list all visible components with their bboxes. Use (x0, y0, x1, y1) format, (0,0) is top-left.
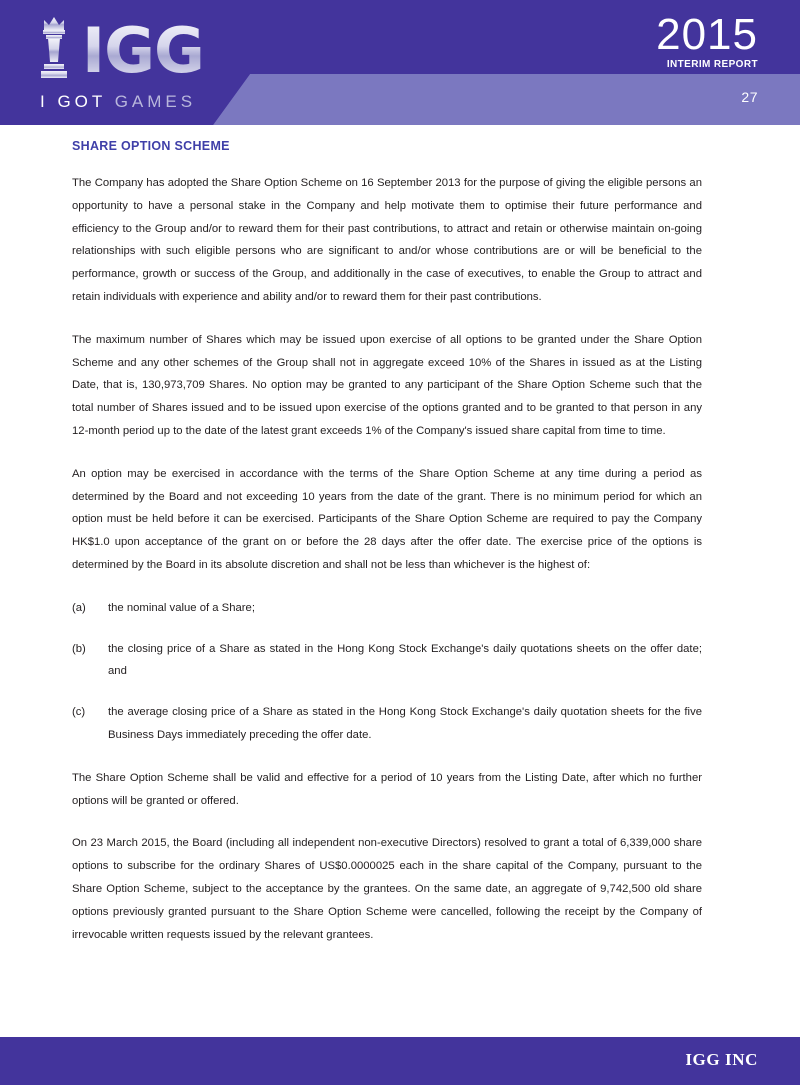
list-item-text: the closing price of a Share as stated in the Hong Kong Stock Exchange's daily quotations sheets on the offer date; and (108, 642, 702, 678)
list-item (72, 638, 702, 684)
footer-company-name: IGG INC (685, 1050, 758, 1069)
list-item-marker: (b) (72, 642, 86, 655)
page-content (72, 139, 702, 966)
paragraph-grant-march-2015: On 23 March 2015, the Board (including all independent non-executive Directors) resolved to grant a total of 6,339,000 share options to subscribe for the ordinary Shares of US$0.0000025 each in the share capital of the Company, pursuant to the Share Option Scheme, subject to the acceptance by the grantees. On the same date, an aggregate of 9,742,500 old share options previously granted pursuant to the Share Option Scheme were cancelled, following the receipt by the Company of irrevocable written requests issued by the relevant grantees. (72, 837, 702, 941)
logo-wordmark: IGG (82, 14, 204, 87)
section-heading: SHARE OPTION SCHEME (72, 139, 230, 153)
list-item (72, 597, 702, 620)
paragraph-scheme-validity: The Share Option Scheme shall be valid and effective for a period of 10 years from the Listing Date, after which no further options will be granted or offered. (72, 771, 702, 807)
logo-mark (38, 14, 228, 88)
page-footer (0, 1037, 800, 1085)
list-item-marker: (a) (72, 601, 86, 614)
logo-tagline-prefix: I GOT (40, 92, 115, 111)
paragraph-scheme-purpose: The Company has adopted the Share Option Scheme on 16 September 2013 for the purpose of giving the eligible persons an opportunity to have a personal stake in the Company and help motivate them to optimise their future performance and efficiency to the Group and/or to reward them for their past contributions, to attract and retain or otherwise maintain on-going relationships with such eligible persons who are significant to and/or whose contributions are or will be beneficial to the performance, growth or success of the Group, and additionally in the case of executives, to enable the Group to attract and retain individuals with experience and ability and/or to reward them for their past contributions. (72, 177, 702, 303)
report-type-label: INTERIM REPORT (666, 59, 758, 70)
page-number: 27 (741, 89, 758, 105)
page-header (0, 0, 800, 125)
exercise-price-list (72, 597, 702, 747)
list-item-text: the average closing price of a Share as stated in the Hong Kong Stock Exchange's daily quotation sheets for the five Business Days immediately preceding the offer date. (108, 706, 702, 741)
logo-tagline (40, 92, 196, 112)
list-item-text: the nominal value of a Share; (108, 601, 255, 614)
report-year-block (656, 12, 758, 70)
logo-tagline-suffix: GAMES (114, 92, 197, 111)
igg-logo (38, 14, 238, 118)
list-item (72, 701, 702, 747)
igg-chess-crown-logo-icon (38, 14, 78, 88)
list-item-marker: (c) (72, 706, 86, 719)
paragraph-maximum-shares: The maximum number of Shares which may be issued upon exercise of all options to be granted under the Share Option Scheme and any other schemes of the Group shall not in aggregate exceed 10% of the Shares in issued as at the Listing Date, that is, 130,973,709 Shares. No option may be granted to any participant of the Share Option Scheme such that the total number of Shares issued and to be issued upon exercise of the options granted and to be granted to that person in any 12-month period up to the date of the latest grant exceeds 1% of the Company's issued share capital from time to time. (72, 333, 702, 437)
paragraph-exercise-terms: An option may be exercised in accordance with the terms of the Share Option Scheme at any time during a period as determined by the Board and not exceeding 10 years from the date of the grant. There is no minimum period for which an option must be held before it can be exercised. Participants of the Share Option Scheme are required to pay the Company HK$1.0 upon acceptance of the grant on or before the 28 days after the offer date. The exercise price of the options is determined by the Board in its absolute discretion and shall not be less than whichever is the highest of: (72, 467, 702, 571)
report-year: 2015 (656, 10, 758, 59)
